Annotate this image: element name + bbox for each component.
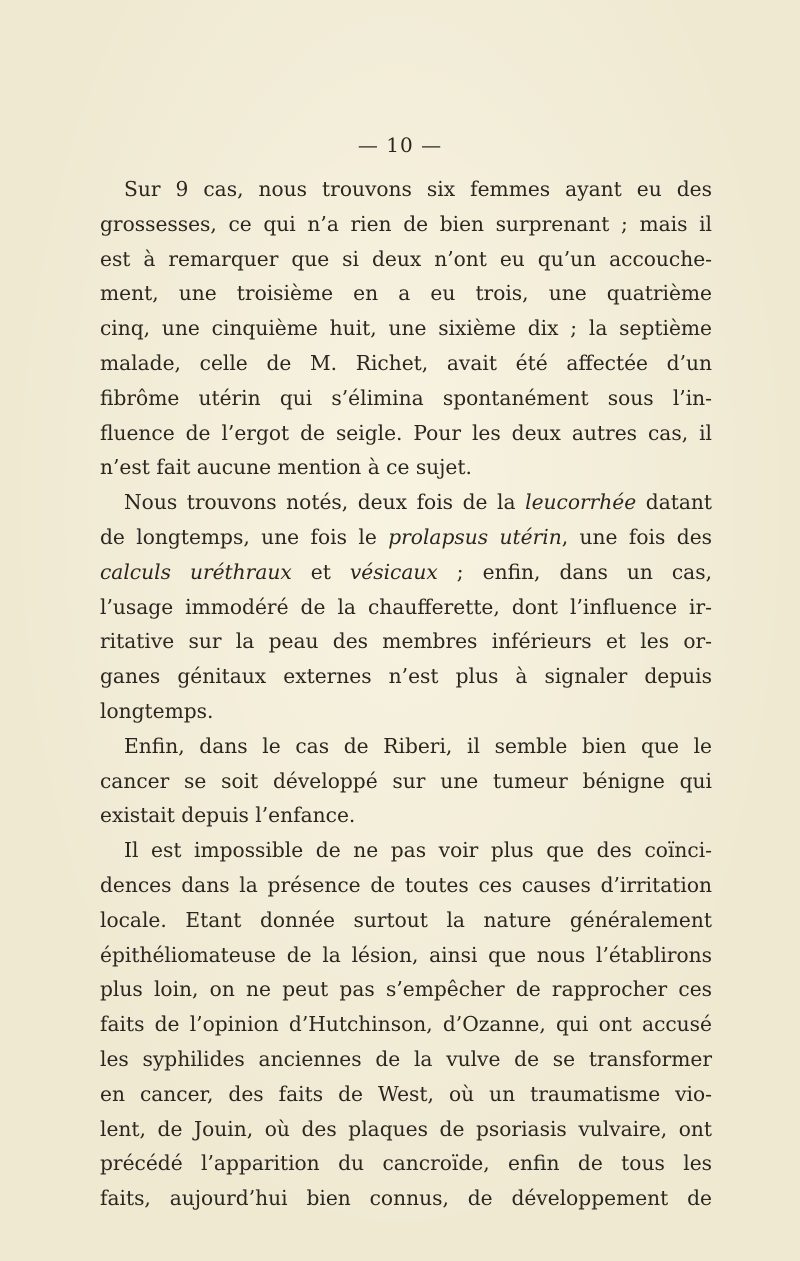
text-line: Nous trouvons notés, deux fois de la leucorrhée datant bbox=[124, 490, 712, 515]
text-line: fibrôme utérin qui s’élimina spontanément sous l’in- bbox=[100, 385, 712, 410]
text-line: Enfin, dans le cas de Riberi, il semble bien que le bbox=[124, 733, 712, 758]
text-line: plus loin, on ne peut pas s’empêcher de rapprocher ces bbox=[100, 977, 712, 1002]
text-line: ganes génitaux externes n’est plus à signaler depuis bbox=[100, 664, 712, 689]
text-line: épithéliomateuse de la lésion, ainsi que nous l’établirons bbox=[100, 942, 712, 967]
text-line: existait depuis l’enfance. bbox=[100, 803, 356, 828]
text-line: en cancer, des faits de West, où un traumatisme vio- bbox=[100, 1081, 712, 1106]
text-line: Sur 9 cas, nous trouvons six femmes ayant eu des bbox=[124, 177, 712, 201]
text-line: longtemps. bbox=[100, 698, 214, 723]
text-line: faits de l’opinion d’Hutchinson, d’Ozanne, qui ont accusé bbox=[100, 1012, 712, 1037]
body-text bbox=[100, 172, 712, 1216]
text-line: faits, aujourd’hui bien connus, de développement de bbox=[100, 1186, 712, 1211]
text-line: malade, celle de M. Richet, avait été affectée d’un bbox=[100, 350, 712, 375]
text-line: grossesses, ce qui n’a rien de bien surprenant ; mais il bbox=[100, 211, 712, 236]
text-line: cancer se soit développé sur une tumeur bénigne qui bbox=[100, 768, 712, 793]
text-line: Il est impossible de ne pas voir plus que des coïnci- bbox=[124, 838, 712, 863]
text-line: n’est fait aucune mention à ce sujet. bbox=[100, 455, 472, 480]
text-line: ritative sur la peau des membres inférieurs et les or- bbox=[100, 629, 712, 654]
text-line: cinq, une cinquième huit, une sixième dix ; la septième bbox=[100, 316, 712, 341]
text-line: précédé l’apparition du cancroïde, enfin de tous les bbox=[100, 1151, 712, 1176]
text-line: les syphilides anciennes de la vulve de se transformer bbox=[100, 1046, 712, 1071]
text-line: ment, une troisième en a eu trois, une quatrième bbox=[100, 281, 712, 306]
text-line: l’usage immodéré de la chaufferette, dont l’influence ir- bbox=[100, 594, 712, 619]
text-line: lent, de Jouin, où des plaques de psoriasis vulvaire, ont bbox=[100, 1116, 712, 1141]
text-line: est à remarquer que si deux n’ont eu qu’un accouche- bbox=[100, 246, 712, 271]
text-line: calculs uréthraux et vésicaux ; enfin, dans un cas, bbox=[100, 559, 712, 584]
text-line: fluence de l’ergot de seigle. Pour les deux autres cas, il bbox=[100, 420, 712, 445]
text-line: dences dans la présence de toutes ces causes d’irritation bbox=[100, 872, 712, 897]
page-number: — 10 — bbox=[357, 133, 443, 157]
text-line: de longtemps, une fois le prolapsus utérin, une fois des bbox=[100, 524, 713, 549]
text-line: locale. Etant donnée surtout la nature généralement bbox=[100, 907, 712, 932]
